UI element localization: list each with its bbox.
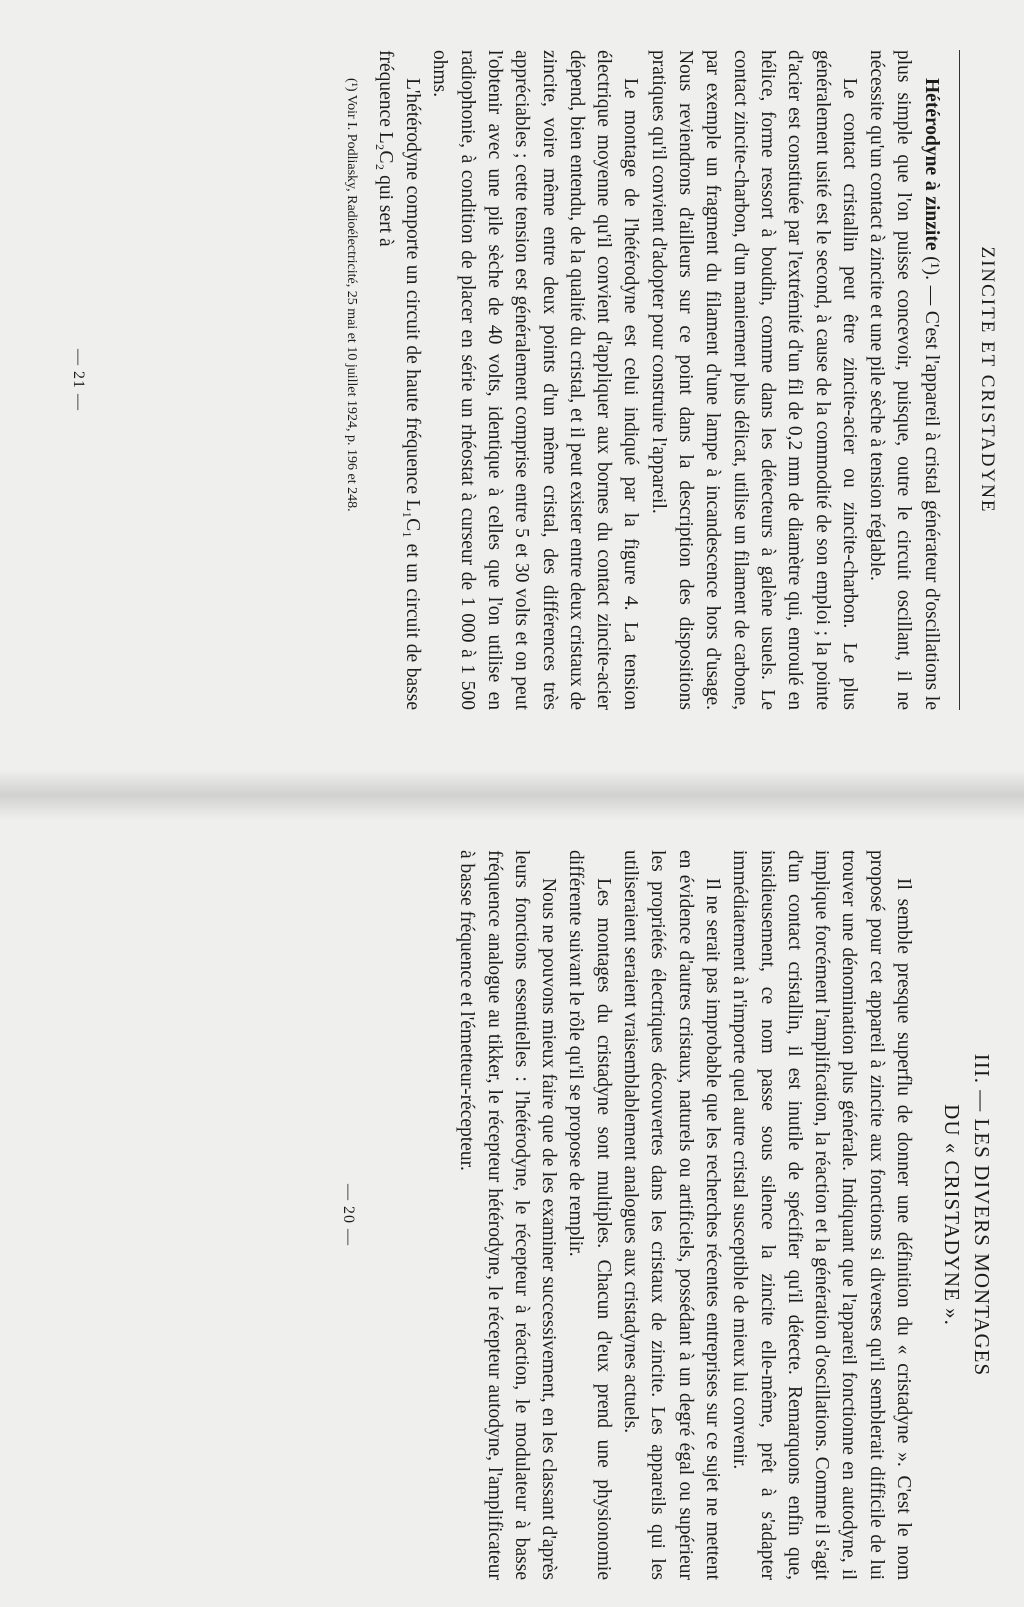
paragraph: Le montage de l'hétérodyne est celui indiqué par la figure 4. La tension électrique moyenne qu'il convient d'appliquer aux bornes du contact zincite-acier dépend, bien entendu, de la qualité du cristal, et il peut exister entre deux cristaux de zincite, voire même entre deux points d'un même cristal, des différences très appréciables ; cette tension est généralement comprise entre 5 et 30 volts et on peut l'obtenir avec une pile sèche de 40 volts, identique à celles que l'on utilise en radiophonie, à condition de placer en série un rhéostat à curseur de 1 000 à 1 500 ohms. [429, 50, 642, 710]
paragraph: Le contact cristallin peut être zincite-acier ou zincite-charbon. Le plus généralement usité est le second, à cause de la commodité de son emploi ; la pointe d'acier est constituée par l'extrémité d'un fil de 0,2 mm de diamètre qui, enroulé en hélice, forme ressort à boudin, comme dans les détecteurs à galène usuels. Le contact zincite-charbon, d'un maniement plus délicat, utilise un filament de carbone, par exemple un fragment du filament d'une lampe à incandescence hors d'usage. Nous reviendrons d'ailleurs sur ce point dans la description des dispositions pratiques qu'il convient d'adopter pour construire l'appareil. [647, 50, 860, 710]
paragraph: Il semble presque superflu de donner une définition du « cristadyne ». C'est le nom proposé pour cet appareil à zincite aux fonctions si diverses qu'il semblerait difficile de lui trouver une dénomination plus générale. Indiquant que l'appareil fonctionne en autodyne, il implique forcément l'amplification, la réaction et la génération d'oscillations. Comme il s'agit d'un contact cristallin, il est inutile de spécifier qu'il détecte. Remarquons enfin que, insidieusement, ce nom passe sous silence la zincite elle-même, prêt à s'adapter immédiatement à n'importe quel autre cristal susceptible de mieux lui convenir. [729, 850, 914, 1580]
page-20 [245, 850, 1005, 1580]
page-fold [0, 770, 1024, 820]
header-rule [959, 50, 960, 710]
paragraph-heading: Hétérodyne à zinzite [920, 78, 942, 251]
page-21-body [25, 50, 1005, 710]
running-head: ZINCITE ET CRISTADYNE [977, 246, 998, 514]
page-20-body [245, 850, 1005, 1580]
paragraph: Il ne serait pas improbable que les recherches récentes entreprises sur ce sujet ne mettent en évidence d'autres cristaux, naturels ou artificiels, possédant à un degré égal ou supérieur les propriétés électriques découvertes dans les cristaux de zincite. Les appareils qui les utiliseraient seraient vraisemblablement analogues aux cristadynes actuels. [620, 850, 723, 1580]
folio-20: — 20 — [340, 1184, 358, 1246]
paragraph: Nous ne pouvons mieux faire que de les examiner successivement, en les classant d'après leurs fonctions essentielles : l'hétérodyne, le récepteur à réaction, le modulateur à basse fréquence analogue au tikker, le récepteur hétérodyne, le récepteur autodyne, l'amplificateur à basse fréquence et l'émetteur-récepteur. [456, 850, 560, 1580]
chapter-title-line-1: III. — LES DIVERS MONTAGES [970, 1053, 994, 1377]
paragraph: Les montages du cristadyne sont multiples. Chacun d'eux prend une physionomie différente suivant le rôle qu'il se propose de remplir. [565, 850, 614, 1580]
chapter-title-line-2: DU « CRISTADYNE ». [940, 1104, 964, 1326]
folio-21: — 21 — [70, 349, 88, 411]
page-21 [25, 50, 1005, 710]
footnote-marker: (¹) [920, 256, 942, 276]
footnote: (¹) Voir I. Podliasky, Radioélectricité, 25 mai et 10 juillet 1924, p. 196 et 248. [344, 78, 360, 512]
paragraph: L'hétérodyne comporte un circuit de haute fréquence L₁C₁ et un circuit de basse fréquence L₂C₂ qui sert à [374, 50, 424, 710]
chapter-title [937, 850, 997, 1580]
paragraph [863, 50, 945, 710]
paragraph-text: . — C'est l'appareil à cristal générateur d'oscillations le plus simple que l'on puisse concevoir, puisque, outre le circuit oscillant, il ne nécessite qu'un contact à zincite et une pile sèche à tension réglable. [866, 50, 942, 710]
